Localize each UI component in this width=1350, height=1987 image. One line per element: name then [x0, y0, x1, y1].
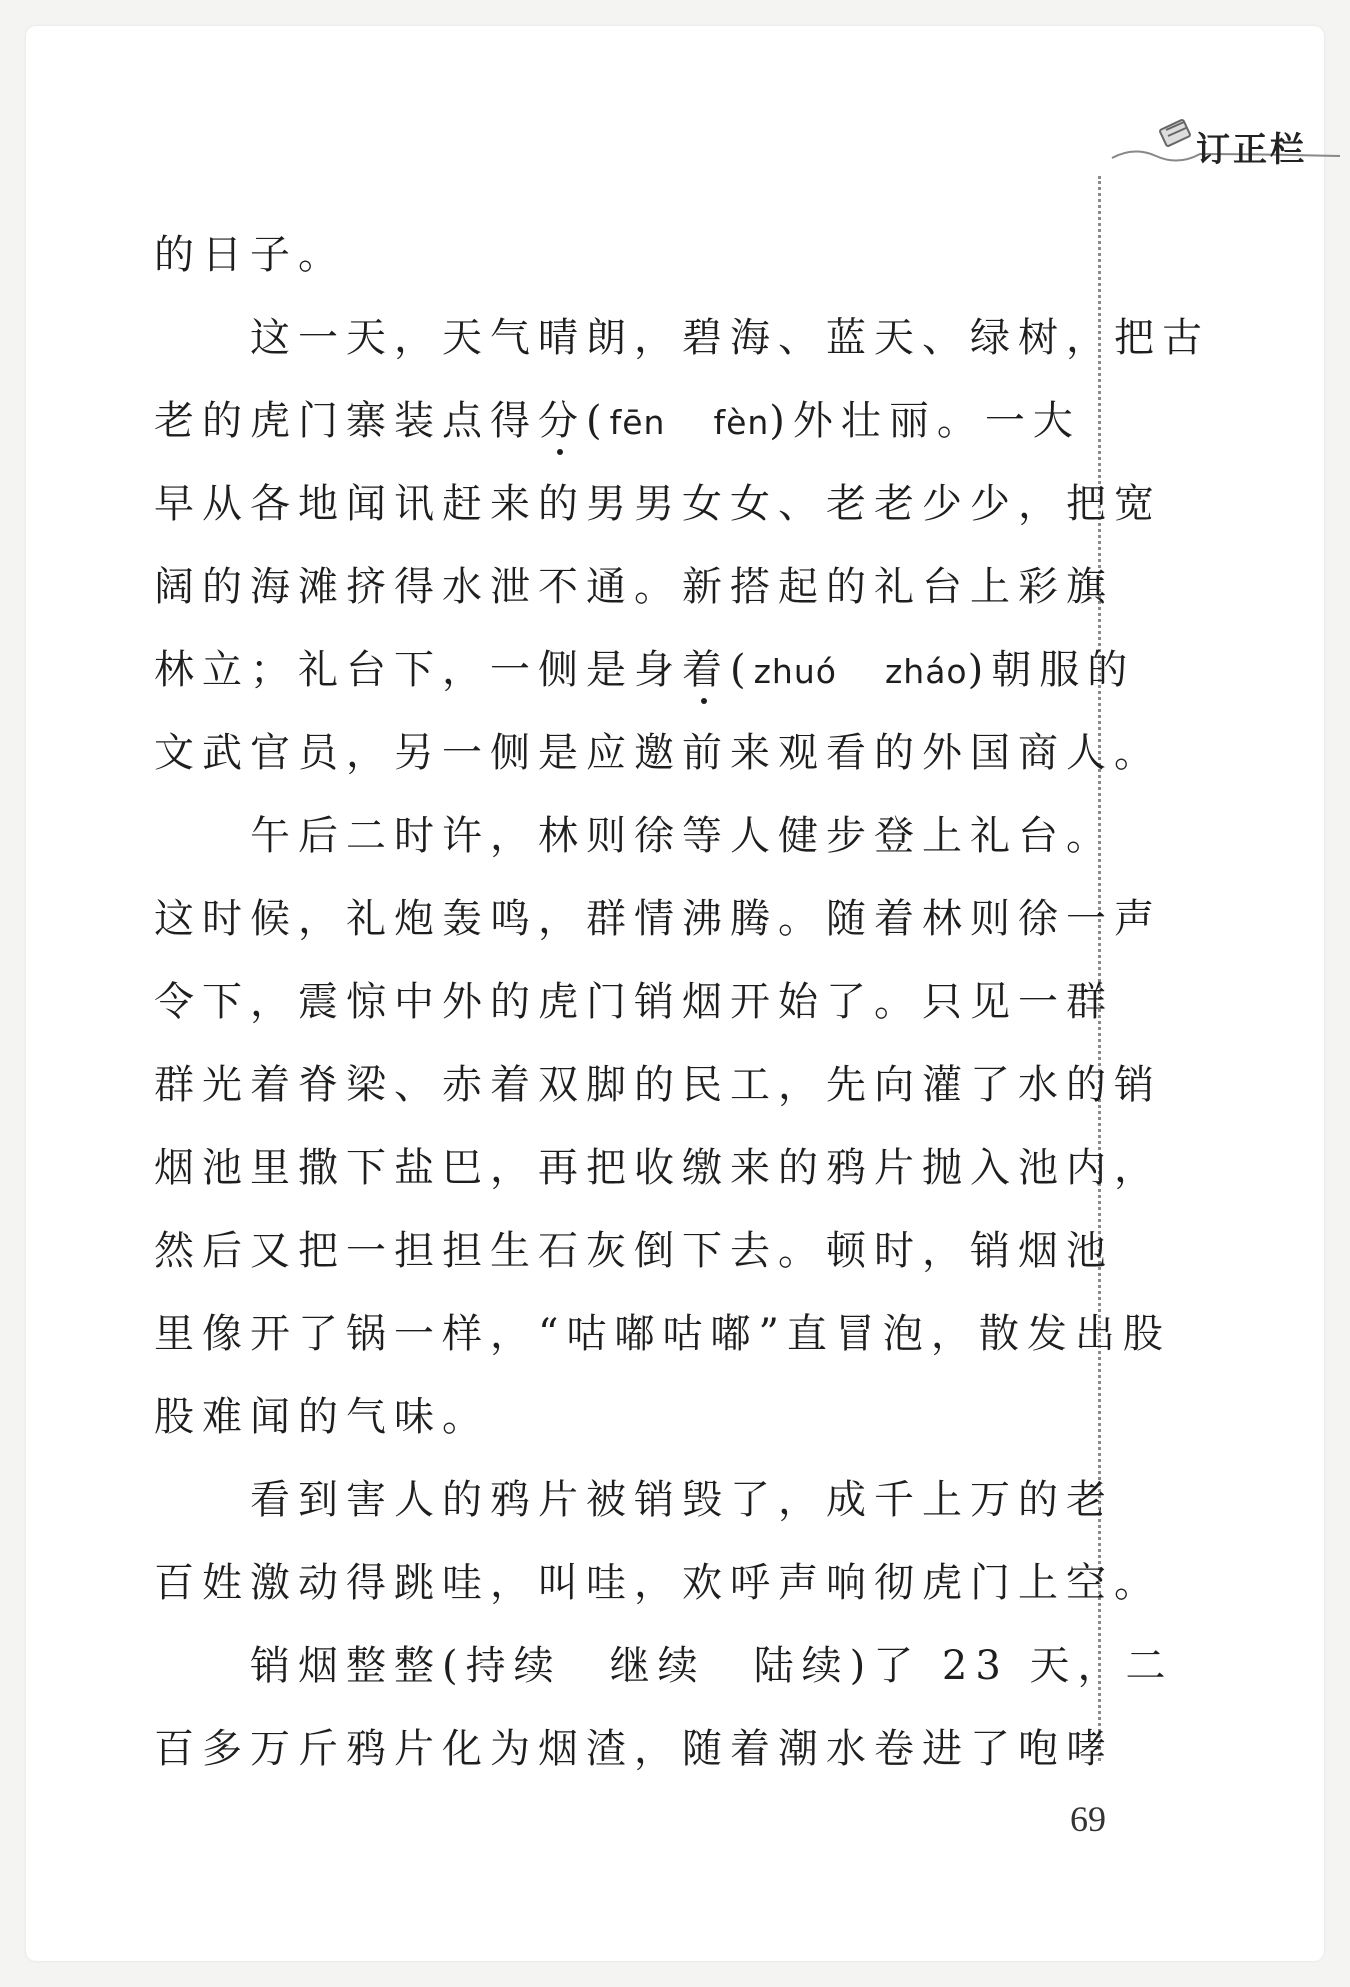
text-line: 百姓激动得跳哇，叫哇，欢呼声响彻虎门上空。	[154, 1560, 1162, 1606]
text-line: 午后二时许，林则徐等人健步登上礼台。	[250, 813, 1114, 859]
text-line: 令下，震惊中外的虎门销烟开始了。只见一群	[154, 979, 1114, 1025]
text-line: 文武官员，另一侧是应邀前来观看的外国商人。	[154, 730, 1162, 776]
text-line: 的日子。	[154, 232, 346, 278]
pinyin-option[interactable]: zháo	[884, 652, 968, 691]
pinyin-option[interactable]: zhuó	[753, 652, 837, 691]
text-line: 烟池里撒下盐巴，再把收缴来的鸦片抛入池内，	[154, 1145, 1162, 1191]
text-line: 阔的海滩挤得水泄不通。新搭起的礼台上彩旗	[154, 564, 1114, 610]
word-option[interactable]: 继续	[609, 1643, 706, 1689]
dotted-character: 分	[538, 380, 586, 463]
text-line-pinyin-choice: 老的虎门寨装点得分(fēn fèn)外壮丽。一大	[154, 380, 1084, 463]
text-line: 里像开了锅一样，“咕嘟咕嘟”直冒泡，散发出股	[154, 1311, 1171, 1357]
pinyin-option[interactable]: fēn	[609, 403, 666, 442]
pinyin-option[interactable]: fèn	[713, 403, 770, 442]
text-line: 然后又把一担担生石灰倒下去。顿时，销烟池	[154, 1228, 1114, 1274]
correction-column-title: 订正栏	[1196, 130, 1307, 170]
text-line: 看到害人的鸦片被销毁了，成千上万的老	[250, 1477, 1114, 1523]
text-line: 早从各地闻讯赶来的男男女女、老老少少，把宽	[154, 481, 1162, 527]
page-number: 69	[1070, 1799, 1106, 1839]
text-line: 股难闻的气味。	[154, 1394, 490, 1440]
correction-column-header	[1104, 114, 1344, 174]
text-line-word-choice: 销烟整整(持续 继续 陆续)了 23 天，二	[250, 1643, 1174, 1689]
text-line: 百多万斤鸦片化为烟渣，随着潮水卷进了咆哮	[154, 1726, 1114, 1772]
text-line: 这一天，天气晴朗，碧海、蓝天、绿树，把古	[250, 315, 1210, 361]
passage-text	[154, 214, 1210, 1791]
text-line-pinyin-choice: 林立；礼台下，一侧是身着(zhuó zháo)朝服的	[154, 629, 1084, 712]
text-line: 这时候，礼炮轰鸣，群情沸腾。随着林则徐一声	[154, 896, 1162, 942]
text-line: 群光着脊梁、赤着双脚的民工，先向灌了水的销	[154, 1062, 1162, 1108]
workbook-page	[26, 26, 1324, 1961]
dotted-character: 着	[682, 629, 730, 712]
